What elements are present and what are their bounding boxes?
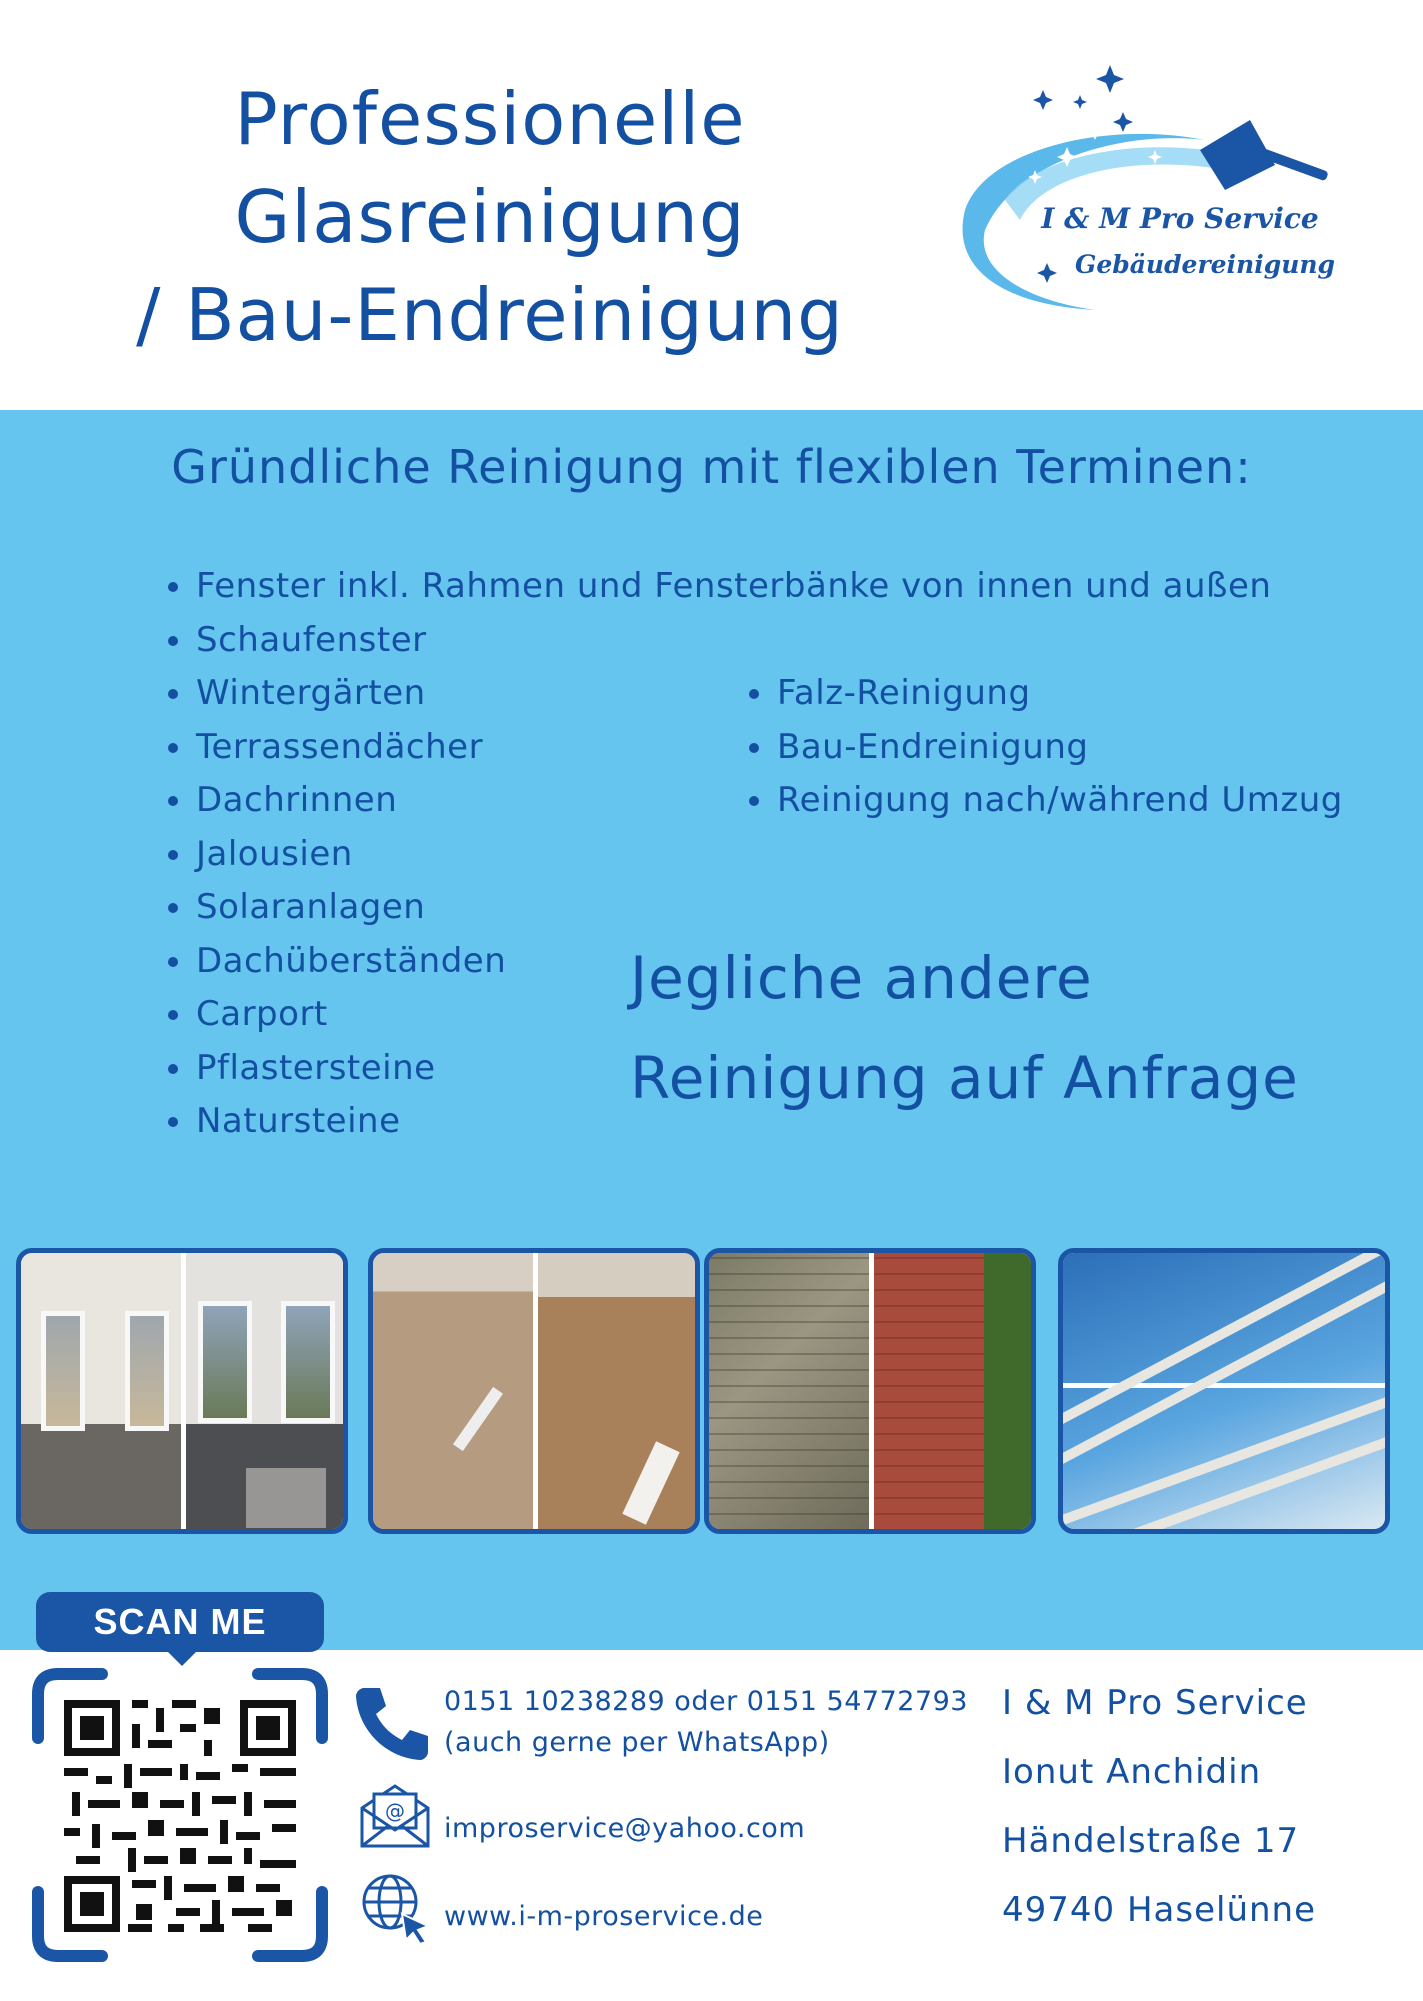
- address-city: 49740 Haselünne: [1002, 1890, 1317, 1930]
- list-item: Bau-Endreinigung: [743, 721, 1343, 775]
- website-link[interactable]: www.i-m-proservice.de: [444, 1901, 764, 1932]
- photo-floor-before-after: [368, 1248, 700, 1534]
- section-subtitle: Gründliche Reinigung mit flexiblen Terminen:: [171, 440, 1252, 494]
- list-item: Wintergärten: [162, 667, 1271, 721]
- photo-pavement-before-after: [704, 1248, 1036, 1534]
- address-street: Händelstraße 17: [1002, 1821, 1300, 1861]
- svg-text:@: @: [385, 1799, 405, 1823]
- title-line: / Bau-Endreinigung: [136, 273, 844, 357]
- whatsapp-note: (auch gerne per WhatsApp): [444, 1727, 830, 1758]
- list-item: Pflastersteine: [162, 1042, 1271, 1096]
- logo-name: I & M Pro Service: [1041, 202, 1319, 235]
- list-item: Carport: [162, 988, 1271, 1042]
- list-item: Fenster inkl. Rahmen und Fensterbänke von innen und außen: [162, 560, 1271, 614]
- list-item: Falz-Reinigung: [743, 667, 1343, 721]
- list-item: Natursteine: [162, 1095, 1271, 1149]
- list-item: Schaufenster: [162, 614, 1271, 668]
- address-company: I & M Pro Service: [1002, 1683, 1308, 1723]
- list-item: Dachrinnen: [162, 774, 1271, 828]
- email-address[interactable]: improservice@yahoo.com: [444, 1813, 806, 1844]
- list-item: Solaranlagen: [162, 881, 1271, 935]
- on-request-line: Jegliche andere: [630, 944, 1093, 1012]
- qr-code-graphic: [32, 1668, 328, 1962]
- on-request-note: [630, 928, 1410, 1128]
- title-line: Glasreinigung: [234, 175, 746, 259]
- list-item: Jalousien: [162, 828, 1271, 882]
- globe-icon: [358, 1870, 434, 1946]
- phone-icon: [350, 1680, 434, 1764]
- email-icon: [358, 1782, 432, 1850]
- phone-numbers[interactable]: 0151 10238289 oder 0151 54772793: [444, 1686, 968, 1717]
- qr-code[interactable]: [32, 1668, 328, 1962]
- address-person: Ionut Anchidin: [1002, 1752, 1262, 1792]
- page-title: [60, 70, 920, 364]
- window-squeegee-icon: [945, 60, 1345, 340]
- scan-me-label: SCAN ME: [36, 1592, 324, 1652]
- list-item: Terrassendächer: [162, 721, 1271, 775]
- photo-windows-before-after: [16, 1248, 348, 1534]
- company-logo: [945, 60, 1345, 340]
- list-item: Dachüberständen: [162, 935, 1271, 989]
- on-request-line: Reinigung auf Anfrage: [630, 1044, 1299, 1112]
- title-line: Professionelle: [234, 77, 746, 161]
- photo-roof-canopy: [1058, 1248, 1390, 1534]
- logo-subtitle: Gebäudereinigung: [1074, 250, 1336, 279]
- scan-me-pointer: [166, 1650, 198, 1666]
- list-item: Reinigung nach/während Umzug: [743, 774, 1343, 828]
- services-list-right: [743, 667, 1343, 828]
